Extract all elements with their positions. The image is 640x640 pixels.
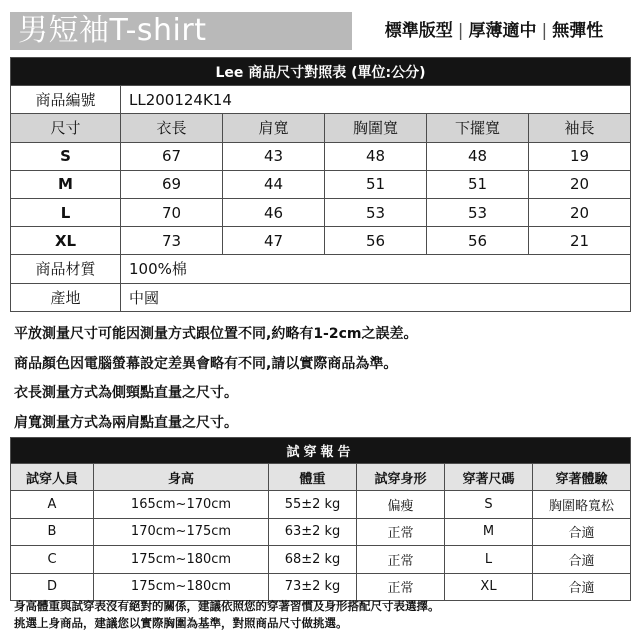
- size-row: [11, 198, 631, 226]
- measurement-cell: 56: [325, 227, 427, 255]
- measurement-cell: 53: [325, 198, 427, 226]
- size-label: S: [11, 142, 121, 170]
- measurement-cell: 46: [223, 198, 325, 226]
- tryon-row: [11, 573, 631, 601]
- origin-label: 產地: [11, 283, 121, 311]
- column-header: 穿著尺碼: [445, 464, 533, 491]
- size-chart-title: Lee 商品尺寸對照表 (單位:公分): [11, 58, 631, 86]
- tester-cell: D: [11, 573, 94, 601]
- size-row: [11, 170, 631, 198]
- measurement-cell: 69: [121, 170, 223, 198]
- tryon-header-row: [11, 464, 631, 491]
- measurement-cell: 48: [427, 142, 529, 170]
- size-label: L: [11, 198, 121, 226]
- measurement-cell: 21: [529, 227, 631, 255]
- origin-value: 中國: [121, 283, 631, 311]
- product-title: 男短袖T-shirt: [18, 13, 207, 48]
- weight-cell: 63±2 kg: [269, 518, 357, 546]
- worn-size-cell: S: [445, 491, 533, 519]
- fit-tag: 標準版型: [384, 21, 453, 41]
- measurement-cell: 53: [427, 198, 529, 226]
- body-type-cell: 正常: [357, 546, 445, 574]
- column-header: 試穿身形: [357, 464, 445, 491]
- fit-experience-cell: 合適: [533, 518, 631, 546]
- body-type-cell: 偏瘦: [357, 491, 445, 519]
- size-row: [11, 227, 631, 255]
- column-header: 尺寸: [11, 114, 121, 142]
- fit-tag: 厚薄適中: [468, 21, 537, 41]
- footnote-line: 挑選上身商品，建議您以實際胸圍為基準，對照商品尺寸做挑選。: [14, 616, 348, 630]
- note-line: 商品顏色因電腦螢幕設定差異會略有不同,請以實際商品為準。: [14, 355, 398, 372]
- measurement-cell: 20: [529, 198, 631, 226]
- column-header: 肩寬: [223, 114, 325, 142]
- note-line: 衣長測量方式為側頸點直量之尺寸。: [14, 385, 238, 401]
- column-header: 身高: [94, 464, 269, 491]
- size-chart-title-row: [11, 58, 631, 86]
- size-label: M: [11, 170, 121, 198]
- tester-cell: A: [11, 491, 94, 519]
- column-header: 穿著體驗: [533, 464, 631, 491]
- worn-size-cell: M: [445, 518, 533, 546]
- tryon-row: [11, 546, 631, 574]
- column-header: 衣長: [121, 114, 223, 142]
- body-type-cell: 正常: [357, 573, 445, 601]
- height-cell: 170cm~175cm: [94, 518, 269, 546]
- column-header: 體重: [269, 464, 357, 491]
- column-header: 試穿人員: [11, 464, 94, 491]
- material-label: 商品材質: [11, 255, 121, 283]
- tester-cell: B: [11, 518, 94, 546]
- measurement-cell: 47: [223, 227, 325, 255]
- tryon-title: 試穿報告: [11, 438, 631, 464]
- measurement-notes: [14, 320, 629, 438]
- tryon-row: [11, 491, 631, 519]
- size-label: XL: [11, 227, 121, 255]
- worn-size-cell: XL: [445, 573, 533, 601]
- note-line: 肩寬測量方式為兩肩點直量之尺寸。: [14, 414, 238, 431]
- tryon-footnotes: [14, 598, 629, 632]
- tryon-row: [11, 518, 631, 546]
- measurement-cell: 51: [427, 170, 529, 198]
- tag-separator: |: [457, 21, 464, 41]
- column-header: 袖長: [529, 114, 631, 142]
- tryon-report-table: [10, 437, 631, 601]
- measurement-cell: 44: [223, 170, 325, 198]
- fit-tag: 無彈性: [552, 21, 604, 41]
- column-header: 下擺寬: [427, 114, 529, 142]
- measurement-cell: 19: [529, 142, 631, 170]
- weight-cell: 73±2 kg: [269, 573, 357, 601]
- material-row: [11, 255, 631, 283]
- size-row: [11, 142, 631, 170]
- column-header: 胸圍寬: [325, 114, 427, 142]
- footnote-line: 身高體重與試穿表沒有絕對的關係，建議依照您的穿著習慣及身形搭配尺寸表選擇。: [14, 599, 440, 613]
- measurement-cell: 67: [121, 142, 223, 170]
- product-code-row: [11, 86, 631, 114]
- weight-cell: 68±2 kg: [269, 546, 357, 574]
- tester-cell: C: [11, 546, 94, 574]
- measurement-cell: 20: [529, 170, 631, 198]
- measurement-cell: 70: [121, 198, 223, 226]
- tag-separator: |: [541, 21, 548, 41]
- tryon-title-row: [11, 438, 631, 464]
- height-cell: 165cm~170cm: [94, 491, 269, 519]
- product-code-label: 商品編號: [11, 86, 121, 114]
- size-chart-header-row: [11, 114, 631, 142]
- measurement-cell: 48: [325, 142, 427, 170]
- height-cell: 175cm~180cm: [94, 546, 269, 574]
- fit-tags: [355, 12, 633, 50]
- product-code-value: LL200124K14: [121, 86, 631, 114]
- height-cell: 175cm~180cm: [94, 573, 269, 601]
- origin-row: [11, 283, 631, 311]
- worn-size-cell: L: [445, 546, 533, 574]
- measurement-cell: 73: [121, 227, 223, 255]
- weight-cell: 55±2 kg: [269, 491, 357, 519]
- measurement-cell: 56: [427, 227, 529, 255]
- measurement-cell: 43: [223, 142, 325, 170]
- measurement-cell: 51: [325, 170, 427, 198]
- body-type-cell: 正常: [357, 518, 445, 546]
- fit-experience-cell: 合適: [533, 573, 631, 601]
- material-value: 100%棉: [121, 255, 631, 283]
- note-line: 平放測量尺寸可能因測量方式跟位置不同,約略有1-2cm之誤差。: [14, 326, 418, 342]
- fit-experience-cell: 胸圍略寬松: [533, 491, 631, 519]
- size-chart-table: [10, 57, 631, 312]
- fit-experience-cell: 合適: [533, 546, 631, 574]
